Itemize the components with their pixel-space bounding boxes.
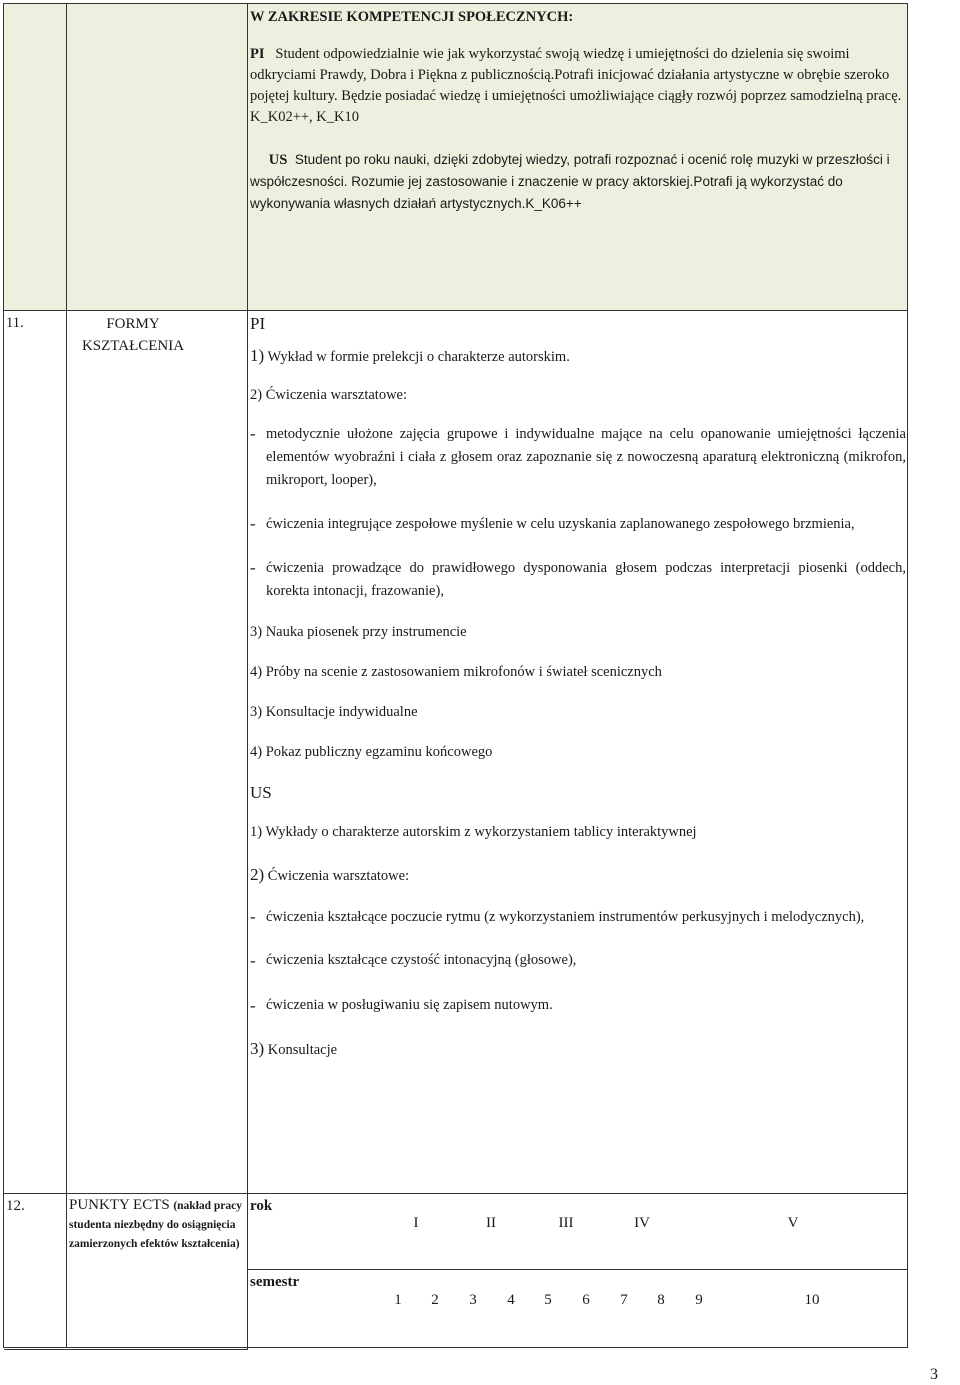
forms-pi-item2: 2) Ćwiczenia warsztatowe: <box>250 387 408 403</box>
table-border-bottom <box>4 1347 908 1348</box>
us-label: US <box>268 152 288 168</box>
ects-semester-8: 8 <box>657 1292 665 1308</box>
table-border-left <box>3 3 4 1348</box>
forms-pi-dash1 <box>250 423 906 492</box>
row11-number: 11. <box>6 315 24 331</box>
dash-mark: - <box>250 907 256 926</box>
column-separator-2 <box>247 3 248 1350</box>
ects-semester-1: 1 <box>394 1292 402 1308</box>
table-border-top <box>4 3 908 4</box>
forms-pi-dash2 <box>250 513 906 536</box>
ects-year-3: III <box>558 1215 574 1231</box>
dash-mark: - <box>250 514 256 533</box>
ects-semester-4: 4 <box>507 1292 515 1308</box>
table-border-bottom-shadow <box>4 1349 248 1350</box>
forms-pi-label: PI <box>250 314 266 333</box>
forms-us-dash1 <box>250 906 906 929</box>
forms-us-item2 <box>250 864 906 887</box>
ects-year-5: V <box>787 1215 799 1231</box>
ects-rok-semestr-separator <box>247 1269 908 1270</box>
competence-heading: W ZAKRESIE KOMPETENCJI SPOŁECZNYCH: <box>250 9 574 25</box>
us-competence-paragraph <box>250 149 904 215</box>
rok-label: rok <box>250 1198 273 1214</box>
ects-semester-10: 10 <box>804 1292 820 1308</box>
row11-title: FORMY KSZTAŁCENIA <box>81 316 185 354</box>
pi-competence-paragraph <box>250 44 904 128</box>
ects-year-4: IV <box>634 1215 650 1231</box>
pi-competence-text: Student odpowiedzialnie wie jak wykorzystać swoją wiedzę i umiejętności do dzielenia się swoimi odkryciami Prawdy, Dobra i Piękna z publicznością.Potrafi inicjować działania artystyczne w obrębie szeroko pojętej kultury. Będzie posiadać wiedzę i umiejętności umożliwiające ciągły rozwój poprzez samodzielną pracę. K_K02++, K_K10 <box>250 46 902 125</box>
forms-us-dash2-text: ćwiczenia kształcące czystość intonacyjną (głosowe), <box>266 952 577 968</box>
row12-title <box>69 1196 245 1253</box>
ects-year-2: II <box>486 1215 496 1231</box>
ects-year-1: I <box>413 1215 419 1231</box>
page-number: 3 <box>930 1366 938 1383</box>
forms-pi-item5: 3) Konsultacje indywidualne <box>250 704 418 720</box>
forms-pi-item3: 3) Nauka piosenek przy instrumencie <box>250 624 467 640</box>
ects-semester-9: 9 <box>695 1292 703 1308</box>
forms-us-item3-text: Konsultacje <box>267 1042 338 1058</box>
ects-semester-3: 3 <box>469 1292 477 1308</box>
table-border-right <box>907 3 908 1348</box>
row10-content <box>250 7 904 215</box>
column-separator-1 <box>66 3 67 1348</box>
forms-us-item2-num: 2) <box>250 865 265 884</box>
row12-number: 12. <box>6 1198 25 1214</box>
dash-mark: - <box>250 951 256 970</box>
ects-semester-7: 7 <box>620 1292 628 1308</box>
dash-mark: - <box>250 424 256 443</box>
ects-title: PUNKTY ECTS <box>69 1197 170 1213</box>
row-separator-11-12 <box>4 1193 908 1194</box>
forms-pi-item1-num: 1) <box>250 346 265 365</box>
forms-pi-dash3-text: ćwiczenia prowadzące do prawidłowego dysponowania głosem podczas interpretacji piosenki (oddech, korekta intonacji, frazowanie), <box>266 560 906 599</box>
forms-content <box>250 313 906 1061</box>
forms-us-item3 <box>250 1038 906 1061</box>
pi-label: PI <box>250 46 265 62</box>
forms-pi-dash2-text: ćwiczenia integrujące zespołowe myślenie w celu uzyskania zaplanowanego zespołowego brzmienia, <box>266 516 855 532</box>
forms-pi-item6: 4) Pokaz publiczny egzaminu końcowego <box>250 744 493 760</box>
forms-us-dash2 <box>250 950 906 971</box>
semestr-label: semestr <box>250 1274 300 1290</box>
forms-pi-item1 <box>250 345 906 368</box>
ects-semester-2: 2 <box>431 1292 439 1308</box>
forms-pi-dash3 <box>250 557 906 603</box>
forms-us-item3-num: 3) <box>250 1039 265 1058</box>
forms-us-item2-text: Ćwiczenia warsztatowe: <box>267 868 410 884</box>
ects-note: (nakład pracy studenta niezbędny do osiągnięcia zamierzonych efektów kształcenia) <box>69 1200 243 1250</box>
forms-us-dash1-text: ćwiczenia kształcące poczucie rytmu (z wykorzystaniem instrumentów perkusyjnych i melodycznych), <box>266 909 865 925</box>
forms-pi-dash1-text: metodycznie ułożone zajęcia grupowe i indywidualne mające na celu opanowanie umiejętności łączenia elementów wyobraźni i ciała z głosem oraz zapoznanie się z nowoczesną aparaturą elektroniczną (mikrofon, mikroport, looper), <box>266 426 906 488</box>
row-separator-10-11 <box>4 310 908 311</box>
dash-mark: - <box>250 558 256 577</box>
forms-pi-item4: 4) Próby na scenie z zastosowaniem mikrofonów i świateł scenicznych <box>250 664 662 680</box>
forms-pi-item1-text: Wykład w formie prelekcji o charakterze autorskim. <box>267 349 570 365</box>
dash-mark: - <box>250 996 256 1015</box>
forms-us-dash3 <box>250 995 906 1016</box>
ects-semester-6: 6 <box>582 1292 590 1308</box>
forms-us-dash3-text: ćwiczenia w posługiwaniu się zapisem nutowym. <box>266 997 553 1013</box>
ects-semester-5: 5 <box>544 1292 552 1308</box>
forms-us-label: US <box>250 783 272 802</box>
forms-us-item1: 1) Wykłady o charakterze autorskim z wykorzystaniem tablicy interaktywnej <box>250 824 697 840</box>
us-competence-text: Student po roku nauki, dzięki zdobytej wiedzy, potrafi rozpoznać i ocenić rolę muzyki w przeszłości i współczesności. Rozumie jej zastosowanie i znaczenie w pracy aktorskiej.Potrafi ją wykorzystać do wykonywania własnych działań artystycznych.K_K06++ <box>250 152 890 211</box>
